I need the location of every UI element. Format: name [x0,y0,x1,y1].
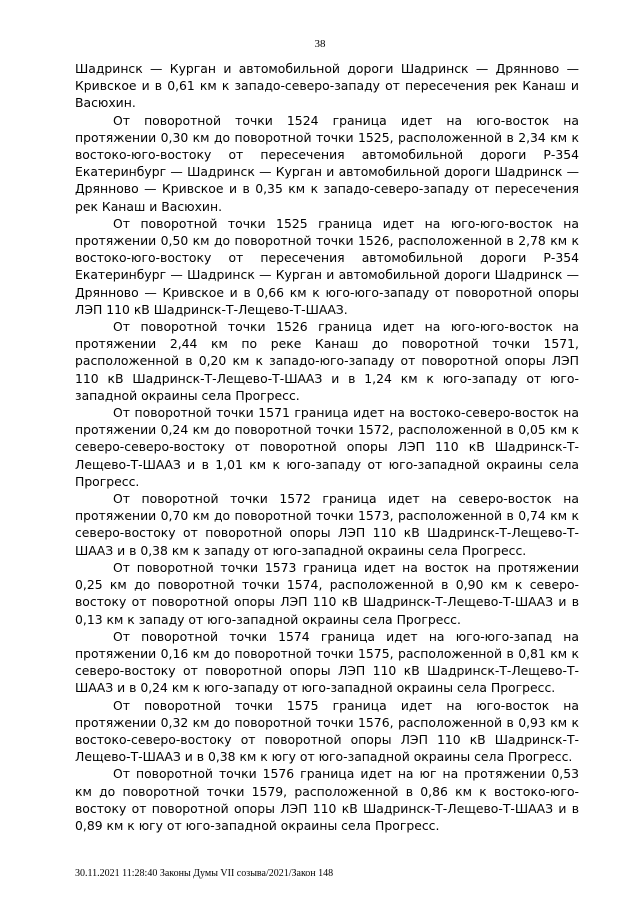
paragraph-8: От поворотной точки 1574 граница идет на юго-юго-запад на протяжении 0,16 км до поворотной точки 1575, расположенной в 0,81 км к северо-востоку от поворотной опоры ЛЭП 110 кВ Шадринск-Т-Лещево-Т-ШААЗ и в 0,24 км к юго-западу от юго-западной окраины села Прогресс. [75,628,579,696]
document-body [75,60,579,834]
document-footer: 30.11.2021 11:28:40 Законы Думы VII созыва/2021/Закон 148 [75,868,334,879]
paragraph-6: От поворотной точки 1572 граница идет на северо-восток на протяжении 0,70 км до поворотной точки 1573, расположенной в 0,74 км к северо-востоку от поворотной опоры ЛЭП 110 кВ Шадринск-Т-Лещево-Т-ШААЗ и в 0,38 км к западу от юго-западной окраины села Прогресс. [75,491,579,558]
paragraph-3: От поворотной точки 1525 граница идет на юго-юго-восток на протяжении 0,50 км до поворотной точки 1526, расположенной в 2,78 км к востоко-юго-востоку от пересечения автомобильной дороги Р-354 Екатеринбург — Шадринск — Курган и автомобильной дороги Шадринск — Дрянново — Кривское и в 0,66 км к юго-юго-западу от поворотной опоры ЛЭП 110 кВ Шадринск-Т-Лещево-Т-ШААЗ. [75,215,579,317]
paragraph-5: От поворотной точки 1571 граница идет на востоко-северо-восток на протяжении 0,24 км до поворотной точки 1572, расположенной в 0,05 км к северо-северо-востоку от поворотной опоры ЛЭП 110 кВ Шадринск-Т-Лещево-Т-ШААЗ и в 1,01 км к юго-западу от юго-западной окраины села Прогресс. [75,405,579,489]
paragraph-1: Шадринск — Курган и автомобильной дороги Шадринск — Дрянново — Кривское и в 0,61 км к западо-северо-западу от пересечения рек Канаш и Васюхин. [75,61,579,111]
paragraph-4: От поворотной точки 1526 граница идет на юго-юго-восток на протяжении 2,44 км по реке Канаш до поворотной точки 1571, расположенной в 0,20 км к западо-юго-западу от поворотной опоры ЛЭП 110 кВ Шадринск-Т-Лещево-Т-ШААЗ и в 1,24 км к юго-западу от юго-западной окраины села Прогресс. [75,319,579,403]
paragraph-2: От поворотной точки 1524 граница идет на юго-восток на протяжении 0,30 км до поворотной точки 1525, расположенной в 2,34 км к востоко-юго-востоку от пересечения автомобильной дороги Р-354 Екатеринбург — Шадринск — Курган и автомобильной дороги Шадринск — Дрянново — Кривское и в 0,35 км к западо-северо-западу от пересечения рек Канаш и Васюхин. [75,112,579,214]
paragraph-9: От поворотной точки 1575 граница идет на юго-восток на протяжении 0,32 км до поворотной точки 1576, расположенной в 0,93 км к востоко-северо-востоку от поворотной опоры ЛЭП 110 кВ Шадринск-Т-Лещево-Т-ШААЗ и в 0,38 км к югу от юго-западной окраины села Прогресс. [75,697,579,765]
page-number: 38 [314,38,326,50]
paragraph-7: От поворотной точки 1573 граница идет на восток на протяжении 0,25 км до поворотной точки 1574, расположенной в 0,90 км к северо-востоку от поворотной опоры ЛЭП 110 кВ Шадринск-Т-Лещево-Т-ШААЗ и в 0,13 км к западу от юго-западной окраины села Прогресс. [75,559,579,627]
paragraph-10: От поворотной точки 1576 граница идет на юг на протяжении 0,53 км до поворотной точки 1579, расположенной в 0,86 км к востоко-юго-востоку от поворотной опоры ЛЭП 110 кВ Шадринск-Т-Лещево-Т-ШААЗ и в 0,89 км к югу от юго-западной окраины села Прогресс. [75,766,579,833]
